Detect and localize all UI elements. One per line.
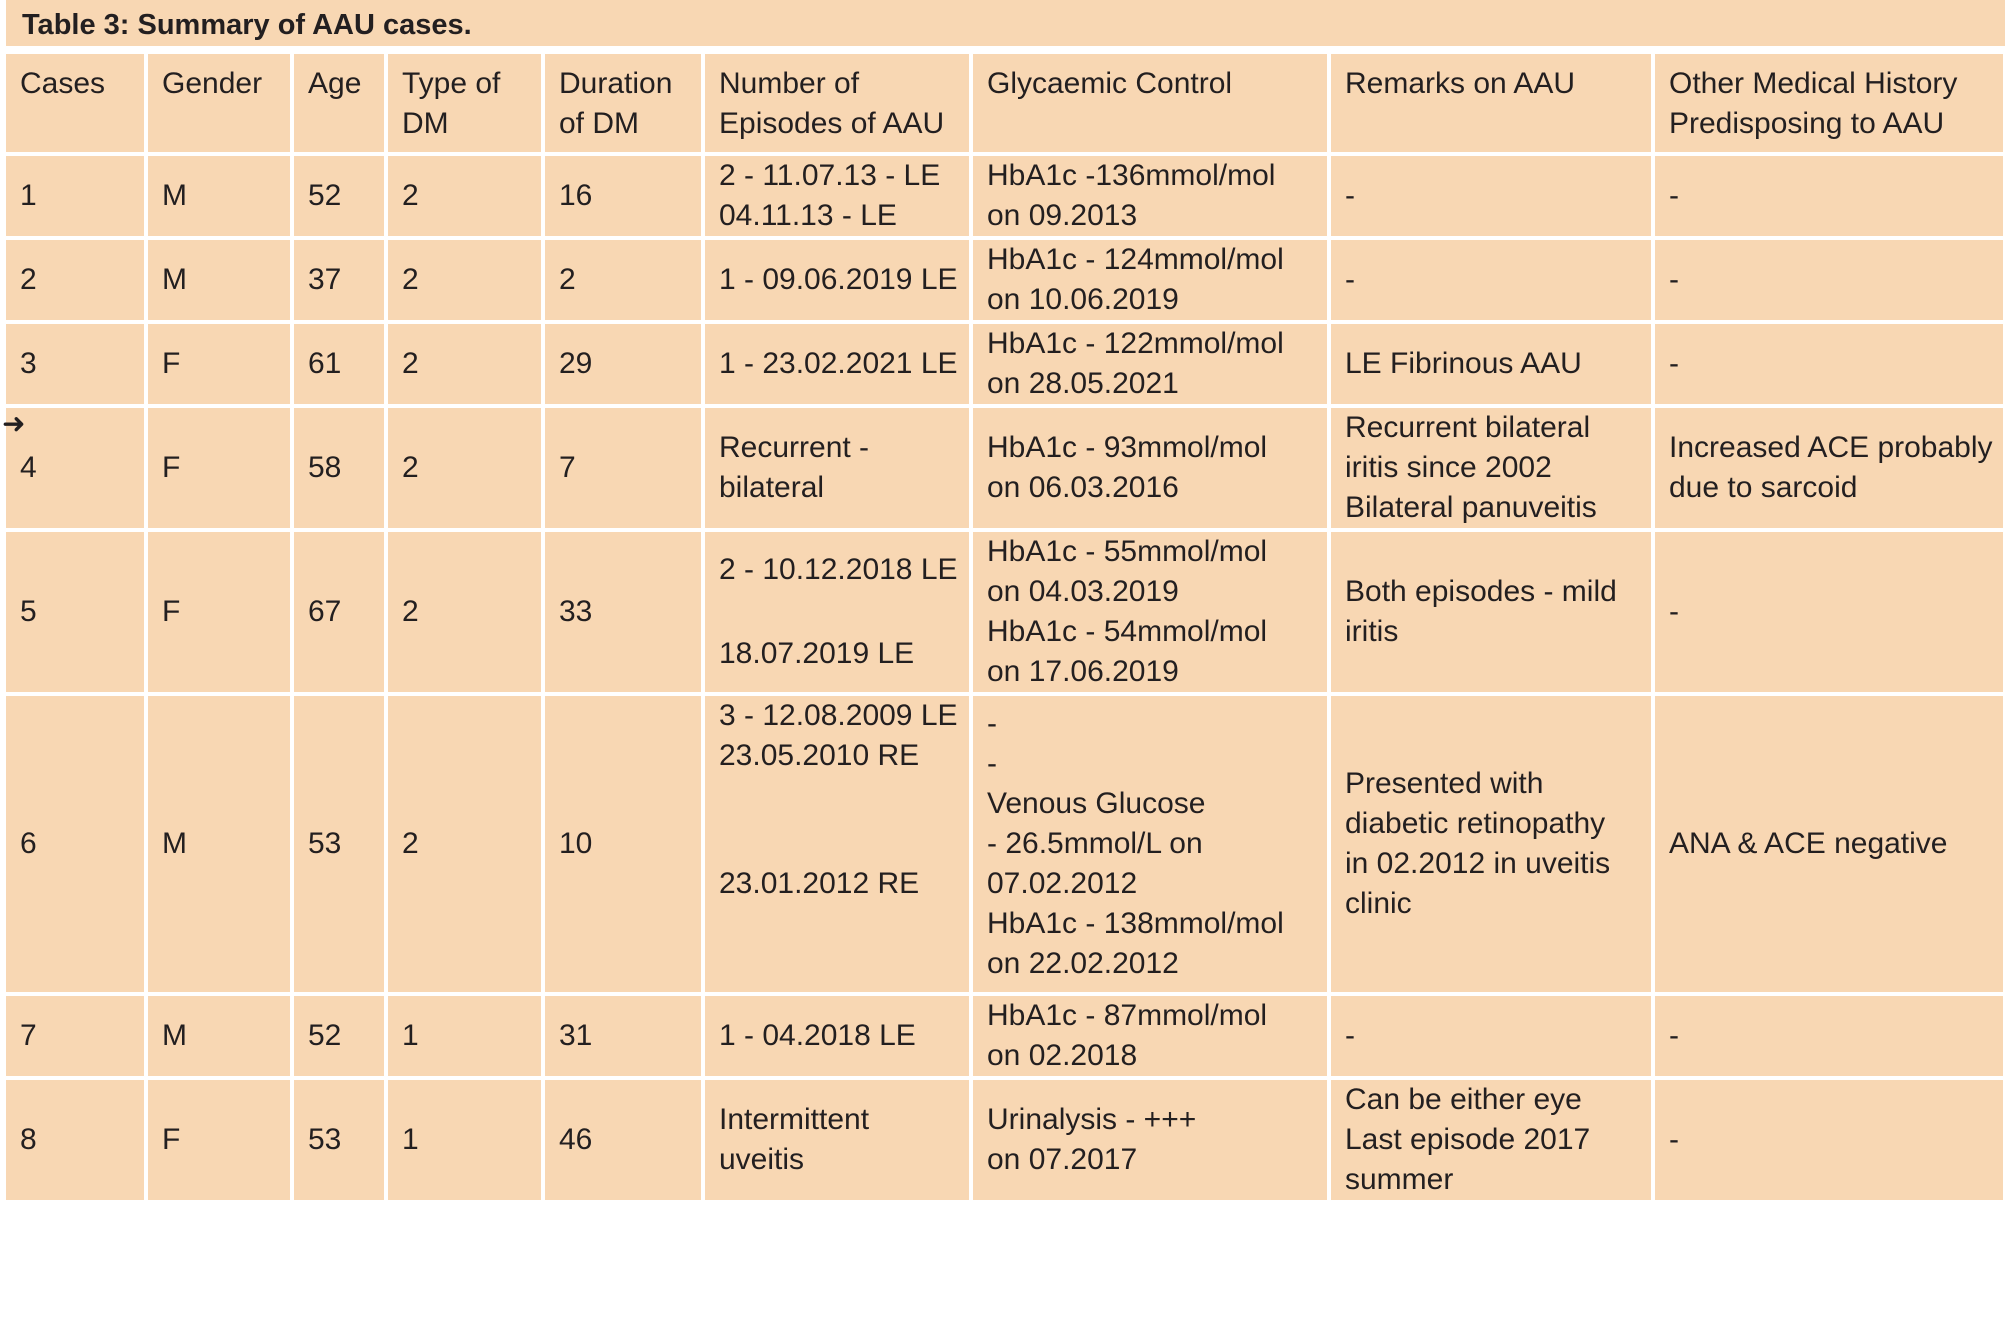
header-text: Predisposing to AAU (1669, 107, 1945, 140)
header-text: Episodes of AAU (719, 107, 945, 140)
cell-gender: M (146, 238, 292, 322)
cell-remarks (1329, 154, 1653, 238)
cell-text: Urinalysis - +++ (987, 1103, 1197, 1136)
cell-age: 61 (292, 322, 386, 406)
cell-episodes (703, 238, 971, 322)
column-header-cases (6, 52, 146, 154)
header-text: Type of (402, 67, 501, 100)
column-header-duration (543, 52, 703, 154)
cell-remarks (1329, 1078, 1653, 1200)
cell-remarks (1329, 994, 1653, 1078)
cell-text: - (1345, 263, 1355, 296)
cell-duration: 46 (543, 1078, 703, 1200)
cell-type: 2 (386, 154, 543, 238)
cell-type: 1 (386, 1078, 543, 1200)
cell-episodes (703, 406, 971, 530)
cell-text: HbA1c - 138mmol/mol (987, 907, 1284, 940)
cell-text: diabetic retinopathy (1345, 807, 1606, 840)
cell-text: - (1669, 179, 1679, 212)
header-text: Duration (559, 67, 673, 100)
cell-text: HbA1c - 87mmol/mol (987, 999, 1268, 1032)
cell-other (1653, 694, 2005, 994)
cell-case: 7 (6, 994, 146, 1078)
aau-cases-table (6, 50, 2005, 1200)
cell-case: 1 (6, 154, 146, 238)
cell-text: uveitis (719, 1143, 805, 1176)
table-row (6, 238, 2005, 322)
table-row (6, 154, 2005, 238)
cell-text: HbA1c - 124mmol/mol (987, 243, 1284, 276)
table-row (6, 994, 2005, 1078)
cell-episodes (703, 694, 971, 994)
cell-remarks (1329, 694, 1653, 994)
cell-gender: F (146, 1078, 292, 1200)
cell-text: HbA1c - 122mmol/mol (987, 327, 1284, 360)
header-text: Remarks on AAU (1345, 67, 1576, 100)
cell-text: HbA1c -136mmol/mol (987, 159, 1276, 192)
cell-text: - (1345, 1019, 1355, 1052)
table-row (6, 322, 2005, 406)
arrow-marker-icon: ➜ (2, 408, 26, 439)
cell-text: summer (1345, 1163, 1454, 1196)
cell-episodes (703, 154, 971, 238)
cell-spacer (719, 904, 969, 948)
cell-text: Bilateral panuveitis (1345, 491, 1597, 524)
column-header-type (386, 52, 543, 154)
cell-other (1653, 322, 2005, 406)
cell-text: on 04.03.2019 (987, 575, 1179, 608)
cell-case: 3 (6, 322, 146, 406)
cell-text: on 22.02.2012 (987, 947, 1179, 980)
cell-episodes (703, 1078, 971, 1200)
cell-text: - (1669, 263, 1679, 296)
cell-text: iritis (1345, 615, 1399, 648)
cell-type: 2 (386, 406, 543, 530)
cell-text: HbA1c - 54mmol/mol (987, 615, 1268, 648)
table-container (2, 0, 2005, 1322)
cell-other (1653, 1078, 2005, 1200)
cell-text: 04.11.13 - LE (719, 199, 897, 232)
header-row (6, 52, 2005, 154)
cell-text: on 02.2018 (987, 1039, 1138, 1072)
cell-glycaemic (971, 154, 1329, 238)
cell-text: on 09.2013 (987, 199, 1138, 232)
cell-gender: F (146, 322, 292, 406)
header-text: Gender (162, 67, 263, 100)
cell-text: Intermittent (719, 1103, 870, 1136)
header-text: Cases (20, 67, 106, 100)
cell-type: 2 (386, 238, 543, 322)
cell-age: 52 (292, 994, 386, 1078)
cell-text: Can be either eye (1345, 1083, 1582, 1116)
cell-text: 18.07.2019 LE (719, 637, 915, 670)
cell-text: Last episode 2017 (1345, 1123, 1591, 1156)
cell-spacer (719, 590, 969, 634)
cell-case: 8 (6, 1078, 146, 1200)
cell-text: 1 - 23.02.2021 LE (719, 347, 958, 380)
cell-text: bilateral (719, 471, 825, 504)
cell-text: 2 - 11.07.13 - LE (719, 159, 941, 192)
cell-glycaemic (971, 994, 1329, 1078)
cell-other (1653, 994, 2005, 1078)
cell-text: 07.02.2012 (987, 867, 1138, 900)
cell-duration: 33 (543, 530, 703, 694)
cell-text: - (1669, 1123, 1679, 1156)
table-row (6, 694, 2005, 994)
cell-text: ANA & ACE negative (1669, 827, 1948, 860)
column-header-episodes (703, 52, 971, 154)
table-row (6, 530, 2005, 694)
cell-text: 23.05.2010 RE (719, 739, 920, 772)
cell-remarks (1329, 530, 1653, 694)
cell-glycaemic (971, 1078, 1329, 1200)
cell-text: 1 - 04.2018 LE (719, 1019, 916, 1052)
cell-case: 4 (6, 406, 146, 530)
cell-text: iritis since 2002 (1345, 451, 1552, 484)
column-header-glycaemic (971, 52, 1329, 154)
cell-spacer (719, 820, 969, 864)
cell-glycaemic (971, 238, 1329, 322)
cell-text: HbA1c - 55mmol/mol (987, 535, 1268, 568)
cell-type: 2 (386, 694, 543, 994)
cell-text: Recurrent bilateral (1345, 411, 1591, 444)
table-row (6, 406, 2005, 530)
cell-text: clinic (1345, 887, 1412, 920)
cell-duration: 29 (543, 322, 703, 406)
cell-gender: F (146, 406, 292, 530)
cell-duration: 7 (543, 406, 703, 530)
cell-case: 6 (6, 694, 146, 994)
cell-text: Increased ACE probably (1669, 431, 1993, 464)
cell-glycaemic (971, 406, 1329, 530)
cell-text: 3 - 12.08.2009 LE (719, 699, 958, 732)
cell-glycaemic (971, 694, 1329, 994)
cell-type: 2 (386, 322, 543, 406)
cell-age: 53 (292, 694, 386, 994)
cell-text: 1 - 09.06.2019 LE (719, 263, 958, 296)
cell-text: 2 - 10.12.2018 LE (719, 553, 958, 586)
cell-gender: M (146, 694, 292, 994)
cell-glycaemic (971, 322, 1329, 406)
cell-duration: 16 (543, 154, 703, 238)
cell-age: 37 (292, 238, 386, 322)
header-text: DM (402, 107, 449, 140)
cell-text: - (1669, 595, 1679, 628)
table-body (6, 154, 2005, 1200)
cell-text: - (1669, 347, 1679, 380)
header-text: Other Medical History (1669, 67, 1958, 100)
cell-text: - (987, 747, 997, 780)
cell-type: 2 (386, 530, 543, 694)
cell-other (1653, 530, 2005, 694)
cell-text: Venous Glucose (987, 787, 1206, 820)
cell-text: Recurrent - (719, 431, 870, 464)
column-header-other (1653, 52, 2005, 154)
cell-type: 1 (386, 994, 543, 1078)
cell-remarks (1329, 238, 1653, 322)
cell-text: on 28.05.2021 (987, 367, 1179, 400)
table-caption: Table 3: Summary of AAU cases. (6, 0, 2005, 50)
cell-text: - (987, 707, 997, 740)
cell-age: 52 (292, 154, 386, 238)
cell-episodes (703, 994, 971, 1078)
cell-text: due to sarcoid (1669, 471, 1858, 504)
cell-case: 5 (6, 530, 146, 694)
cell-spacer (719, 948, 969, 992)
cell-episodes (703, 530, 971, 694)
cell-text: on 06.03.2016 (987, 471, 1179, 504)
cell-remarks (1329, 322, 1653, 406)
cell-spacer (719, 776, 969, 820)
header-text: Glycaemic Control (987, 67, 1233, 100)
cell-age: 67 (292, 530, 386, 694)
cell-text: in 02.2012 in uveitis (1345, 847, 1611, 880)
cell-age: 53 (292, 1078, 386, 1200)
cell-gender: M (146, 994, 292, 1078)
cell-text: HbA1c - 93mmol/mol (987, 431, 1268, 464)
cell-other (1653, 406, 2005, 530)
cell-text: Presented with (1345, 767, 1544, 800)
cell-text: on 10.06.2019 (987, 283, 1179, 316)
cell-age: 58 (292, 406, 386, 530)
cell-text: - (1345, 179, 1355, 212)
cell-text: - (1669, 1019, 1679, 1052)
cell-other (1653, 154, 2005, 238)
cell-text: LE Fibrinous AAU (1345, 347, 1582, 380)
cell-episodes (703, 322, 971, 406)
cell-text: Both episodes - mild (1345, 575, 1617, 608)
header-text: Number of (719, 67, 860, 100)
cell-gender: M (146, 154, 292, 238)
cell-gender: F (146, 530, 292, 694)
header-text: of DM (559, 107, 640, 140)
cell-duration: 31 (543, 994, 703, 1078)
column-header-age (292, 52, 386, 154)
cell-duration: 2 (543, 238, 703, 322)
cell-other (1653, 238, 2005, 322)
cell-remarks (1329, 406, 1653, 530)
column-header-gender (146, 52, 292, 154)
header-text: Age (308, 67, 362, 100)
cell-text: 23.01.2012 RE (719, 867, 920, 900)
cell-glycaemic (971, 530, 1329, 694)
table-row (6, 1078, 2005, 1200)
cell-text: - 26.5mmol/L on (987, 827, 1203, 860)
cell-case: 2 (6, 238, 146, 322)
column-header-remarks (1329, 52, 1653, 154)
cell-text: on 07.2017 (987, 1143, 1138, 1176)
cell-text: on 17.06.2019 (987, 655, 1179, 688)
cell-duration: 10 (543, 694, 703, 994)
